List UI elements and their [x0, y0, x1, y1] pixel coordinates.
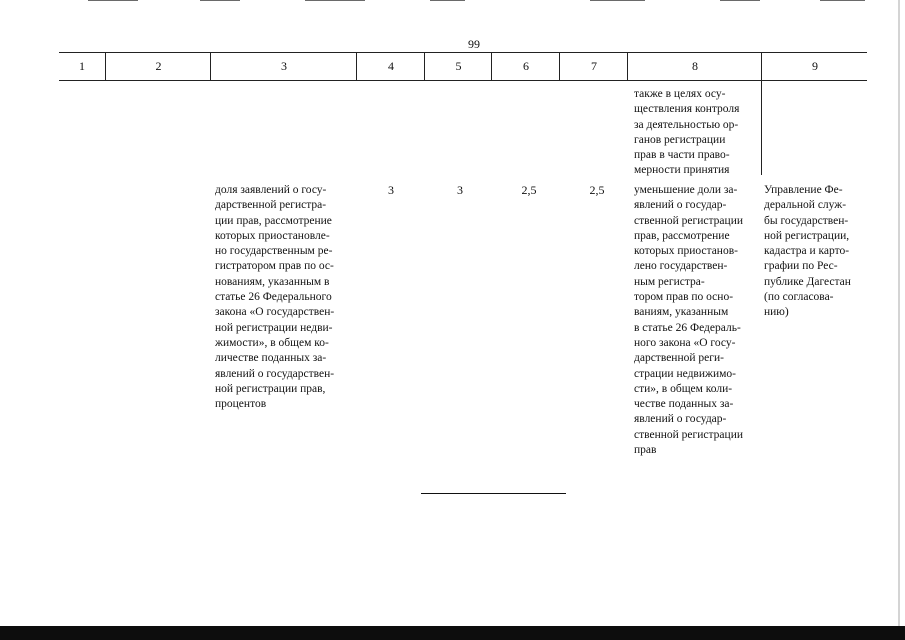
value-col4: 3: [388, 183, 394, 197]
scan-bottom-edge: [0, 626, 905, 640]
header-col-4: 4: [356, 53, 425, 80]
header-col-1: 1: [79, 59, 85, 73]
value-col7: 2,5: [589, 183, 605, 197]
header-col-5: 5: [424, 53, 492, 80]
column-8-9-divider: [761, 79, 762, 175]
header-col-3: 3: [210, 53, 357, 80]
header-col-2: 2: [105, 53, 211, 80]
scan-top-edge: [0, 0, 905, 2]
header-col-8: 8: [627, 53, 762, 80]
header-col-6: 6: [491, 53, 560, 80]
indicator-description: доля заявлений о госу- дарственной регистра- ции прав, рассмотрение которых приостановле- но государственным ре- гистратором прав по ос- нованиям, указанным в статье 26 Федерального закона «О государствен- ной регистрации недви- жимости», в общем ко- личестве поданных за- явлений о государствен- ной регистрации прав, процентов: [215, 184, 335, 411]
continuation-col8: также в целях осу- ществления контроля за деятельностью ор- ганов регистрации прав в части право- мерности принятия: [634, 88, 740, 177]
table-header-row: [59, 52, 867, 81]
value-col5: 3: [457, 183, 463, 197]
responsible-executor: Управление Фе- деральной служ- бы государствен- ной регистрации, кадастра и карто- графии по Рес- публике Дагестан (по согласова- нию): [764, 184, 851, 319]
header-col-7: 7: [559, 53, 628, 80]
value-col6: 2,5: [521, 183, 537, 197]
expected-result: уменьшение доли за- явлений о государ- ственной регистрации прав, рассмотрение которых приостанов- лено государствен- ным регистра- тором прав по осно- ваниям, указанным в статье 26 Федераль- ного закона «О госу- дарственной реги- страции недвижимо- сти», в общем коли- честве поданных за- явлений о государ- ственной регистрации прав: [634, 184, 743, 457]
end-of-table-rule: [421, 493, 566, 494]
scan-right-edge: [898, 0, 900, 626]
page-number: 99: [468, 37, 480, 51]
header-col-9: 9: [761, 53, 868, 80]
